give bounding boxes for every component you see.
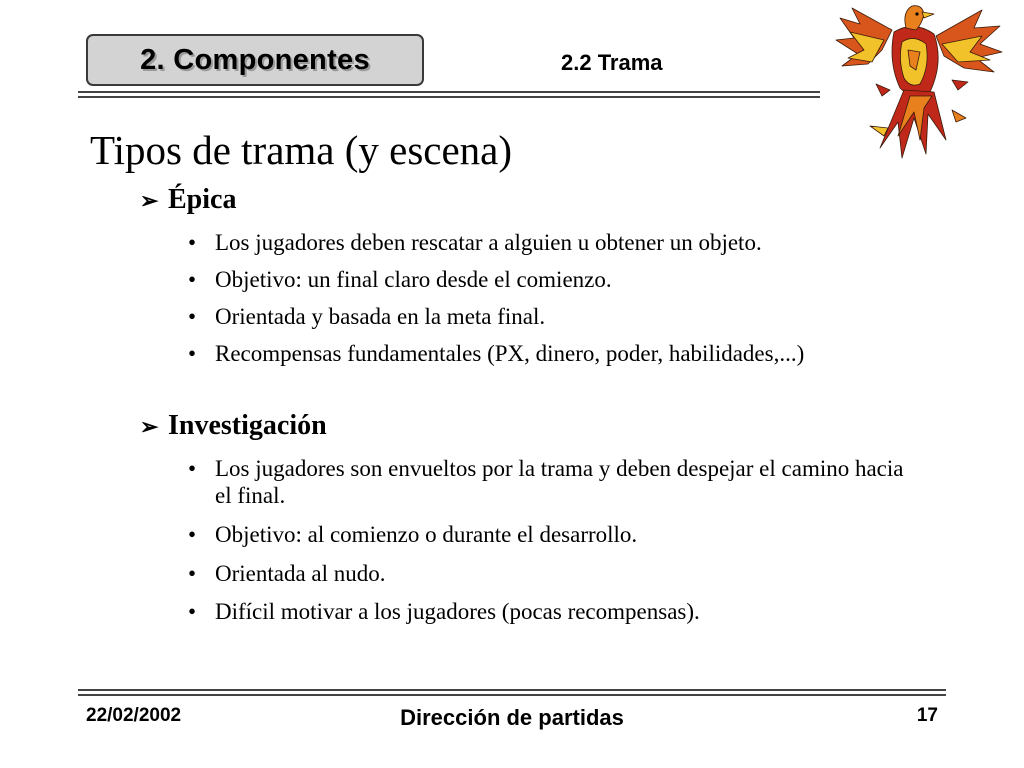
- bullet-dot-icon: •: [188, 341, 197, 366]
- bullet-item: [188, 598, 908, 625]
- header-divider-top: [78, 91, 820, 93]
- footer-divider-bottom: [78, 694, 946, 696]
- bullet-dot-icon: •: [188, 522, 197, 547]
- section-title: 2. Componentes: [140, 43, 370, 76]
- header-divider-bottom: [78, 96, 820, 98]
- bullet-dot-icon: •: [188, 599, 197, 624]
- heading-investigacion: [140, 410, 327, 443]
- slide-title: Tipos de trama (y escena): [90, 127, 513, 173]
- bullet-dot-icon: •: [188, 561, 197, 586]
- bullet-item: [188, 303, 908, 330]
- bullet-text: Los jugadores son envueltos por la trama y deben despejar el camino hacia el final.: [215, 456, 904, 508]
- subsection-title: 2.2 Trama: [561, 50, 663, 75]
- footer-divider-top: [78, 689, 946, 691]
- bullet-dot-icon: •: [188, 304, 197, 329]
- bullet-item: [188, 521, 908, 548]
- arrow-bullet-icon: ➢: [140, 414, 159, 439]
- section-title-box: [86, 34, 424, 86]
- bullet-item: [188, 560, 908, 587]
- page-number: 17: [916, 705, 938, 726]
- bullet-dot-icon: •: [188, 267, 197, 292]
- footer-date: 22/02/2002: [86, 705, 182, 726]
- bullet-item: [188, 340, 808, 367]
- bullet-item: [188, 455, 908, 509]
- bullet-text: Objetivo: al comienzo o durante el desarrollo.: [215, 522, 638, 547]
- heading-label: Investigación: [168, 410, 327, 441]
- bullet-text: Los jugadores deben rescatar a alguien u obtener un objeto.: [215, 230, 762, 255]
- bullet-text: Difícil motivar a los jugadores (pocas recompensas).: [215, 599, 700, 624]
- phoenix-logo-icon: [832, 0, 1006, 162]
- bullet-dot-icon: •: [188, 456, 197, 481]
- bullet-text: Objetivo: un final claro desde el comienzo.: [215, 267, 612, 292]
- bullet-text: Orientada al nudo.: [215, 561, 386, 586]
- bullet-dot-icon: •: [188, 230, 197, 255]
- bullet-item: [188, 229, 908, 256]
- bullet-item: [188, 266, 908, 293]
- arrow-bullet-icon: ➢: [140, 188, 159, 213]
- bullet-text: Recompensas fundamentales (PX, dinero, poder, habilidades,...): [215, 341, 805, 366]
- bullet-text: Orientada y basada en la meta final.: [215, 304, 546, 329]
- footer-course-title: Dirección de partidas: [400, 705, 624, 730]
- heading-label: Épica: [168, 184, 237, 215]
- heading-epica: [140, 184, 236, 217]
